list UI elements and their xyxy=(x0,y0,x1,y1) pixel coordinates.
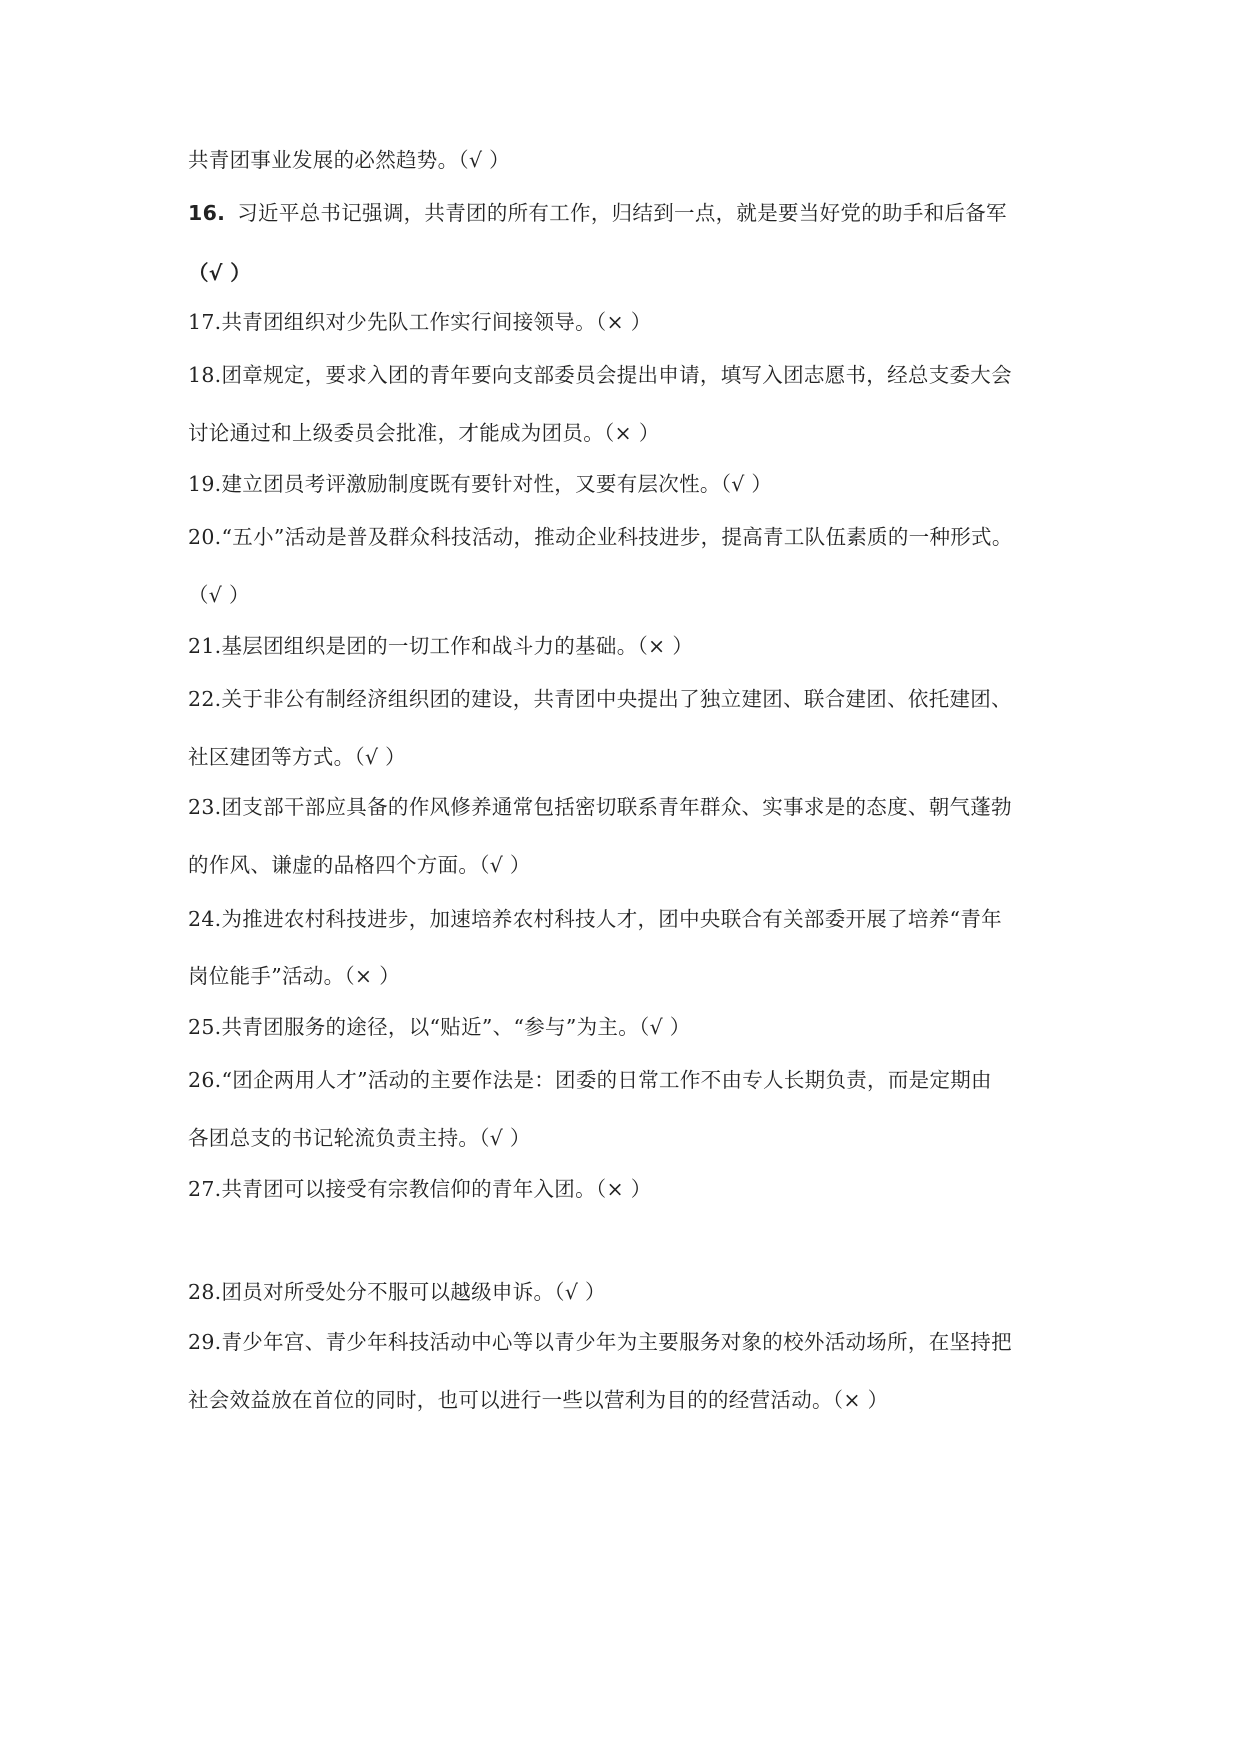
question-text: 习近平总书记强调，共青团的所有工作，归结到一点，就是要当好党的助手和后备军 xyxy=(237,201,1007,225)
text-line: 28.团员对所受处分不服可以越级申诉。（√ ） xyxy=(188,1280,606,1304)
text-line: 岗位能手”活动。（× ） xyxy=(188,964,401,988)
text-line: 27.共青团可以接受有宗教信仰的青年入团。（× ） xyxy=(188,1177,652,1201)
text-line: 29.青少年宫、青少年科技活动中心等以青少年为主要服务对象的校外活动场所，在坚持把 xyxy=(188,1330,1012,1354)
text-line: 19.建立团员考评激励制度既有要针对性，又要有层次性。（√ ） xyxy=(188,472,773,496)
text-line: 各团总支的书记轮流负责主持。（√ ） xyxy=(188,1126,531,1150)
text-line: 社会效益放在首位的同时，也可以进行一些以营利为目的的经营活动。（× ） xyxy=(188,1388,889,1412)
text-line: 讨论通过和上级委员会批准，才能成为团员。（× ） xyxy=(188,421,660,445)
text-line: 18.团章规定，要求入团的青年要向支部委员会提出申请，填写入团志愿书，经总支委大会 xyxy=(188,363,1012,387)
text-line: 21.基层团组织是团的一切工作和战斗力的基础。（× ） xyxy=(188,634,694,658)
question-number: 16. xyxy=(188,201,226,225)
text-line: 25.共青团服务的途径，以“贴近”、“参与”为主。（√ ） xyxy=(188,1015,691,1039)
text-line: 17.共青团组织对少先队工作实行间接领导。（× ） xyxy=(188,310,652,334)
text-line: 23.团支部干部应具备的作风修养通常包括密切联系青年群众、实事求是的态度、朝气蓬勃 xyxy=(188,795,1012,819)
text-line: 20.“五小”活动是普及群众科技活动，推动企业科技进步，提高青工队伍素质的一种形式。 xyxy=(188,525,1013,549)
text-line: 24.为推进农村科技进步，加速培养农村科技人才，团中央联合有关部委开展了培养“青年 xyxy=(188,907,1002,931)
text-line: 共青团事业发展的必然趋势。（√ ） xyxy=(188,148,510,172)
text-line: 26.“团企两用人才”活动的主要作法是：团委的日常工作不由专人长期负责，而是定期由 xyxy=(188,1068,992,1092)
text-line: 社区建团等方式。（√ ） xyxy=(188,745,406,769)
answer-line: （√ ） xyxy=(188,261,252,285)
text-line: （√ ） xyxy=(188,583,250,607)
text-line: 22.关于非公有制经济组织团的建设，共青团中央提出了独立建团、联合建团、依托建团、 xyxy=(188,687,1012,711)
text-line: 的作风、谦虚的品格四个方面。（√ ） xyxy=(188,853,531,877)
question-16-line xyxy=(188,198,1007,228)
